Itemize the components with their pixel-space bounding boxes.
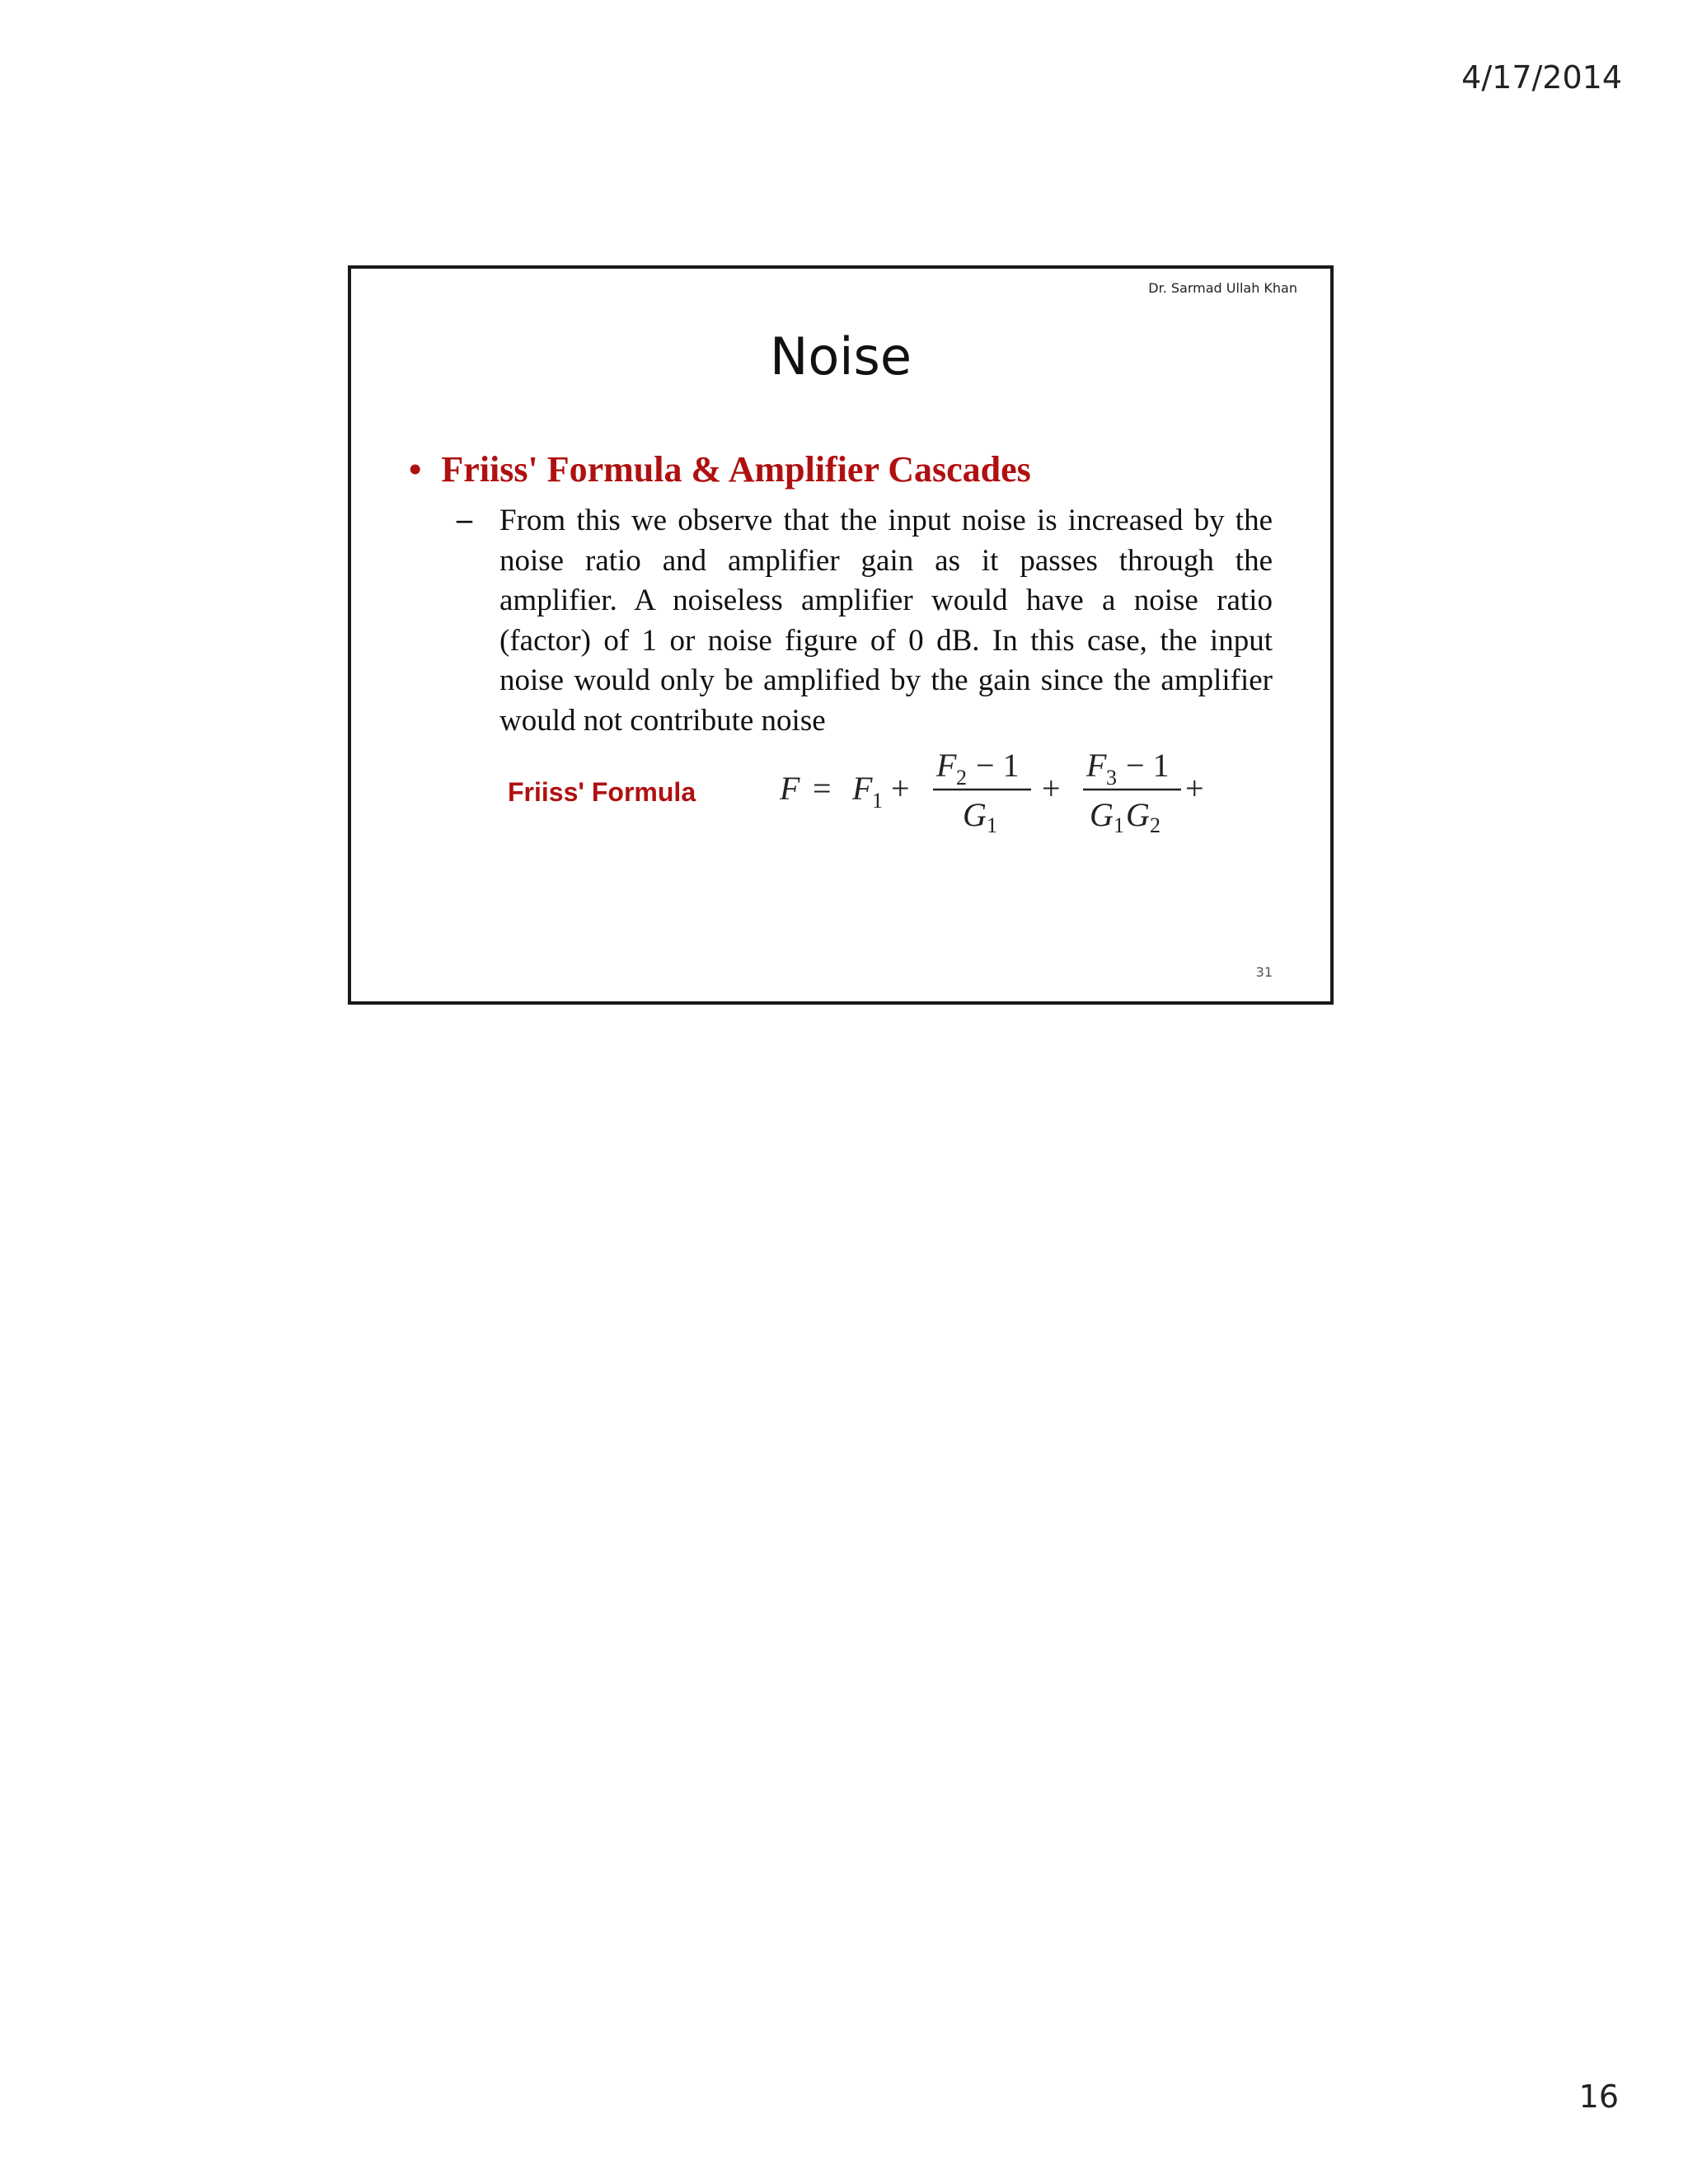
svg-text:− 1: − 1 — [1126, 747, 1170, 784]
sub-bullet-text: From this we observe that the input noise is increased by the noise ratio and amplifier gain as it passes through the amplifier. A noiseless amplifier would have a noise ratio (factor) of 1 or noise figure of 0 dB. In this case, the input noise would only be amplified by the gain since the amplifier would not contribute noise — [499, 504, 1273, 738]
slide — [348, 265, 1334, 1005]
svg-text:F: F — [780, 770, 800, 807]
svg-text:F: F — [852, 770, 873, 807]
slide-author: Dr. Sarmad Ullah Khan — [1148, 280, 1297, 296]
bullet-heading-text: Friiss' Formula & Amplifier Cascades — [441, 449, 1031, 490]
svg-text:1: 1 — [872, 789, 883, 813]
svg-text:2: 2 — [1150, 813, 1160, 834]
svg-text:+: + — [1042, 770, 1061, 807]
svg-text:=: = — [813, 770, 832, 807]
friis-formula — [780, 743, 1241, 834]
bullet-dot-icon: • — [409, 449, 422, 490]
svg-text:+: + — [1185, 770, 1204, 807]
page-date: 4/17/2014 — [1461, 59, 1622, 96]
svg-text:− 1: − 1 — [976, 747, 1020, 784]
svg-text:+: + — [891, 770, 910, 807]
svg-text:F: F — [1086, 747, 1107, 784]
svg-text:G: G — [1126, 796, 1150, 833]
svg-text:1: 1 — [987, 813, 997, 834]
page-number: 16 — [1578, 2079, 1619, 2115]
svg-text:3: 3 — [1106, 766, 1117, 790]
svg-text:1: 1 — [1114, 813, 1124, 834]
slide-number: 31 — [1255, 964, 1273, 980]
bullet-heading — [409, 448, 1031, 490]
formula-label: Friiss' Formula — [508, 777, 696, 807]
svg-text:G: G — [963, 796, 987, 833]
sub-bullet — [457, 501, 1273, 741]
dash-icon: – — [457, 502, 472, 537]
slide-title: Noise — [770, 326, 912, 387]
svg-text:F: F — [936, 747, 957, 784]
svg-text:G: G — [1090, 796, 1114, 833]
svg-text:2: 2 — [956, 766, 967, 790]
